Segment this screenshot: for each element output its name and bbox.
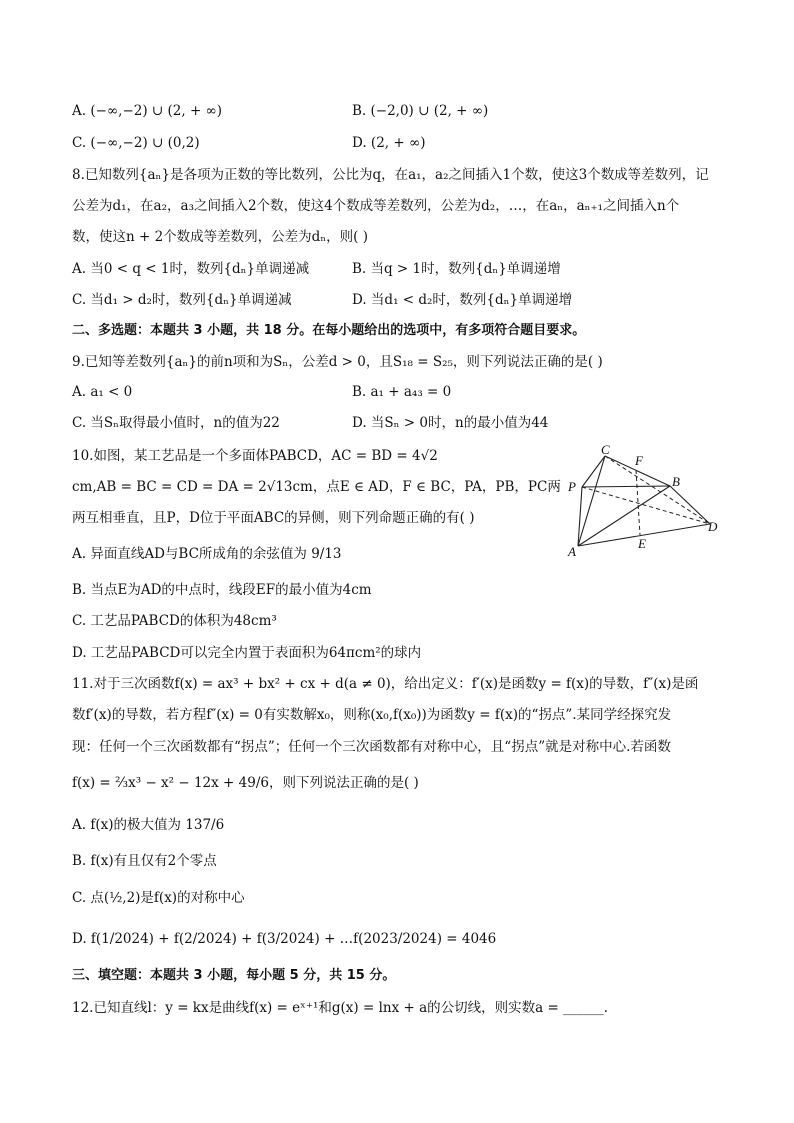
q10-stem-line1: 10.如图，某工艺品是一个多面体PABCD，AC = BD = 4√2: [72, 448, 438, 464]
q10-option-a: A. 异面直线AD与BC所成角的余弦值为 9/13: [72, 546, 342, 562]
q8-option-d: D. 当d₁ < d₂时，数列{dₙ}单调递增: [352, 292, 573, 308]
q8-option-a: A. 当0 < q < 1时，数列{dₙ}单调递减: [72, 261, 310, 277]
label-c: C: [601, 444, 610, 457]
q8-option-c: C. 当d₁ > d₂时，数列{dₙ}单调递减: [72, 292, 292, 308]
q11-option-c: C. 点(½,2)是f(x)的对称中心: [72, 890, 245, 906]
edge-cd-hidden: [605, 456, 710, 524]
q11-option-b: B. f(x)有且仅有2个零点: [72, 853, 217, 869]
q10-option-b: B. 当点E为AD的中点时，线段EF的最小值为4cm: [72, 582, 372, 598]
q7-option-b: B. (−2,0) ∪ (2, + ∞): [352, 103, 489, 119]
edge-ab: [578, 486, 670, 546]
q11-stem-line1: 11.对于三次函数f(x) = ax³ + bx² + cx + d(a ≠ 0)，给出定义：f′(x)是函数y = f(x)的导数，f″(x)是函: [72, 676, 699, 692]
label-b: B: [672, 474, 680, 489]
q10-option-c: C. 工艺品PABCD的体积为48cm³: [72, 613, 277, 629]
q11-stem-line2: 数f′(x)的导数，若方程f″(x) = 0有实数解x₀，则称(x₀,f(x₀))为函数y = f(x)的“拐点”.某同学经探究发: [72, 707, 672, 723]
label-p: P: [568, 479, 576, 494]
edge-pb: [582, 486, 670, 487]
q8-stem-line3: 数，使这n + 2个数成等差数列，公差为dₙ，则( ): [72, 229, 368, 245]
q9-stem: 9.已知等差数列{aₙ}的前n项和为Sₙ，公差d > 0，且S₁₈ = S₂₅，则下列说法正确的是( ): [72, 354, 603, 370]
polyhedron-figure: [560, 444, 730, 562]
edge-ca: [578, 456, 605, 546]
q11-stem-line4: f(x) = ⅔x³ − x² − 12x + 49/6，则下列说法正确的是( ): [72, 775, 419, 791]
label-e: E: [638, 536, 646, 551]
q11-option-d: D. f(1/2024) + f(2/2024) + f(3/2024) + …f(2023/2024) = 4046: [72, 931, 497, 947]
label-f: F: [635, 453, 643, 468]
q10-stem-line2: cm,AB = BC = CD = DA = 2√13cm，点E ∈ AD，F ∈ BC，PA，PB，PC两: [72, 479, 561, 495]
q9-option-a: A. a₁ < 0: [72, 384, 133, 400]
label-a: A: [568, 544, 576, 559]
q8-stem-line2: 公差为d₁，在a₂，a₃之间插入2个数，使这4个数成等差数列，公差为d₂，…，在aₙ，aₙ₊₁之间插入n个: [72, 198, 680, 214]
q7-option-a: A. (−∞,−2) ∪ (2, + ∞): [72, 103, 223, 119]
q7-option-d: D. (2, + ∞): [352, 135, 426, 151]
section-multiple-choice-heading: 二、多选题：本题共 3 小题，共 18 分。在每小题给出的选项中，有多项符合题目要求。: [72, 323, 586, 338]
q10-option-d: D. 工艺品PABCD可以完全内置于表面积为64πcm²的球内: [72, 645, 422, 661]
q9-option-c: C. 当Sₙ取得最小值时，n的值为22: [72, 415, 280, 431]
q10-stem-line3: 两互相垂直，且P，D位于平面ABC的异侧，则下列命题正确的有( ): [72, 510, 475, 526]
q9-option-b: B. a₁ + a₄₃ = 0: [352, 384, 452, 400]
q9-option-d: D. 当Sₙ > 0时，n的最小值为44: [352, 415, 549, 431]
section-fill-in-heading: 三、填空题：本题共 3 小题，每小题 5 分，共 15 分。: [72, 968, 396, 983]
q7-option-c: C. (−∞,−2) ∪ (0,2): [72, 135, 200, 151]
q8-option-b: B. 当q > 1时，数列{dₙ}单调递增: [352, 261, 561, 277]
q11-option-a: A. f(x)的极大值为 137/6: [72, 817, 225, 833]
q11-stem-line3: 现：任何一个三次函数都有“拐点”；任何一个三次函数都有对称中心，且“拐点”就是对称中心.若函数: [72, 739, 671, 755]
label-d: D: [708, 519, 718, 534]
edge-pa: [578, 487, 582, 546]
q12-stem: 12.已知直线l：y = kx是曲线f(x) = eˣ⁺¹和g(x) = lnx + a的公切线，则实数a = ______.: [72, 1000, 608, 1016]
edge-cp: [582, 456, 605, 487]
q8-stem-line1: 8.已知数列{aₙ}是各项为正数的等比数列，公比为q，在a₁，a₂之间插入1个数，使这3个数成等差数列，记: [72, 167, 709, 183]
